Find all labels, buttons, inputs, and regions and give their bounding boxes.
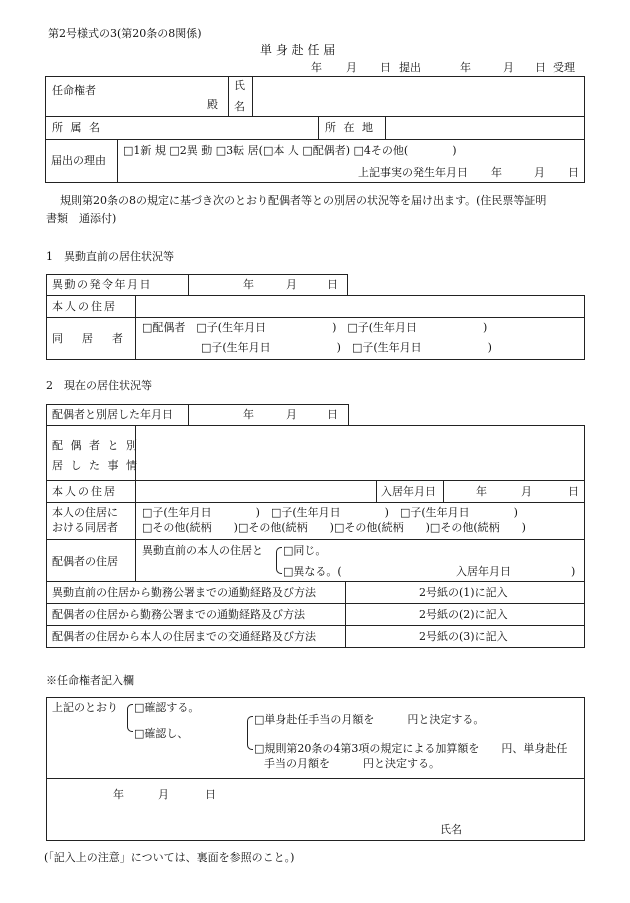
decision-option-2[interactable]: □規則第20条の4第3項の規定による加算額を 円、単身赴任 (254, 742, 568, 755)
move-in-month: 月 (521, 485, 532, 498)
section2-cohab-label-2: おける同居者 (52, 521, 118, 534)
intro-text-2: 書類 通添付) (46, 212, 117, 225)
spouse-different-checkbox[interactable]: □異なる。( (283, 565, 342, 578)
spouse-close-paren: ) (571, 565, 576, 578)
spouse-residence-label: 配偶者の住居 (52, 555, 118, 568)
receipt-label: 受理 (553, 61, 575, 74)
section1-residence-field[interactable] (136, 296, 584, 316)
section2-cohab-label-1: 本人の住居に (52, 506, 118, 519)
submit-month: 月 (346, 61, 357, 74)
occurrence-date-label: 上記事実の発生年月日 (358, 166, 468, 179)
form-title: 単 身 赴 任 届 (260, 43, 336, 57)
affiliation-field[interactable] (118, 117, 316, 138)
section2-heading: 2 現在の居住状況等 (46, 379, 152, 392)
signature-name-label: 氏名 (440, 823, 462, 836)
separation-year: 年 (243, 408, 254, 421)
move-in-year: 年 (476, 485, 487, 498)
cohabitant-row-1[interactable]: □配偶者 □子(生年月日 ) □子(生年月日 ) (142, 321, 488, 334)
spouse-residence-brace (276, 547, 282, 574)
decision-option-1[interactable]: □単身赴任手当の月額を 円と決定する。 (254, 713, 485, 726)
separation-reason-label-2: 居 し た 事 情 (52, 459, 139, 472)
separation-reason-field[interactable] (136, 426, 584, 479)
confirm-checkbox[interactable]: □確認する。 (134, 701, 200, 714)
transfer-day: 日 (327, 278, 338, 291)
separation-day: 日 (327, 408, 338, 421)
route2-label: 配偶者の住居から勤務公署までの通勤経路及び方法 (52, 608, 305, 621)
separation-reason-label-1: 配 偶 者 と 別 (52, 439, 139, 452)
affiliation-label: 所 属 名 (52, 121, 102, 134)
decision-year: 年 (113, 788, 124, 801)
intro-text-1: 規則第20条の8の規定に基づき次のとおり配偶者等との別居の状況等を届け出ます。(住民票等証明 (60, 194, 547, 207)
transfer-date-label: 異動の発令年月日 (52, 278, 152, 291)
separation-month: 月 (286, 408, 297, 421)
footer-note: (「記入上の注意」については、裏面を参照のこと。) (44, 851, 295, 864)
spouse-residence-text: 異動直前の本人の住居と (142, 544, 263, 557)
route2-value: 2号紙の(2)に記入 (419, 608, 508, 621)
shi-label: 氏 (234, 79, 245, 92)
decision-brace (247, 716, 253, 750)
section2-cohab-row-1[interactable]: □子(生年月日 ) □子(生年月日 ) □子(生年月日 ) (142, 506, 518, 519)
reason-label: 届出の理由 (51, 154, 106, 167)
confirm-but-checkbox[interactable]: □確認し、 (134, 727, 189, 740)
route1-value: 2号紙の(1)に記入 (419, 586, 508, 599)
section2-residence-field[interactable] (136, 481, 375, 501)
decision-option-2-cont: 手当の月額を 円と決定する。 (264, 757, 440, 770)
form-number: 第2号様式の3(第20条の8関係) (48, 27, 202, 40)
name-field[interactable] (230, 80, 560, 113)
decision-month: 月 (158, 788, 169, 801)
cohabitant-label: 同 居 者 (52, 332, 127, 345)
section2-cohab-row-2[interactable]: □その他(続柄 )□その他(続柄 )□その他(続柄 )□その他(続柄 ) (142, 521, 526, 534)
submit-label: 提出 (399, 61, 421, 74)
confirm-brace (127, 704, 133, 732)
submit-day: 日 (380, 61, 391, 74)
section2-residence-label: 本人の住居 (52, 485, 117, 498)
separation-date-label: 配偶者と別居した年月日 (52, 408, 173, 421)
dono-label: 殿 (207, 98, 218, 111)
section1-heading: 1 異動直前の居住状況等 (46, 250, 174, 263)
appointer-section-heading: ※任命権者記入欄 (46, 674, 134, 687)
mei-label: 名 (234, 100, 245, 113)
route3-label: 配偶者の住居から本人の住居までの交通経路及び方法 (52, 630, 316, 643)
location-field[interactable] (386, 117, 584, 138)
occurrence-month: 月 (534, 166, 545, 179)
transfer-month: 月 (286, 278, 297, 291)
appointer-label: 任命権者 (52, 84, 96, 97)
occurrence-year: 年 (491, 166, 502, 179)
receipt-day: 日 (535, 61, 546, 74)
reason-options[interactable]: □1新 規 □2異 動 □3転 居(□本 人 □配偶者) □4その他( ) (123, 144, 457, 157)
move-in-date-label: 入居年月日 (381, 485, 436, 498)
location-label: 所 在 地 (325, 121, 375, 134)
receipt-month: 月 (503, 61, 514, 74)
receipt-year: 年 (460, 61, 471, 74)
spouse-same-checkbox[interactable]: □同じ。 (283, 544, 327, 557)
route1-label: 異動直前の住居から勤務公署までの通勤経路及び方法 (52, 586, 316, 599)
appointer-lead: 上記のとおり (52, 701, 118, 714)
route3-value: 2号紙の(3)に記入 (419, 630, 508, 643)
transfer-year: 年 (243, 278, 254, 291)
spouse-move-in-label: 入居年月日 (456, 565, 511, 578)
decision-day: 日 (205, 788, 216, 801)
section1-residence-label: 本人の住居 (52, 300, 117, 313)
submit-year: 年 (311, 61, 322, 74)
move-in-day: 日 (568, 485, 579, 498)
signature-name-field[interactable] (470, 818, 580, 838)
occurrence-day: 日 (568, 166, 579, 179)
cohabitant-row-2[interactable]: □子(生年月日 ) □子(生年月日 ) (201, 341, 492, 354)
